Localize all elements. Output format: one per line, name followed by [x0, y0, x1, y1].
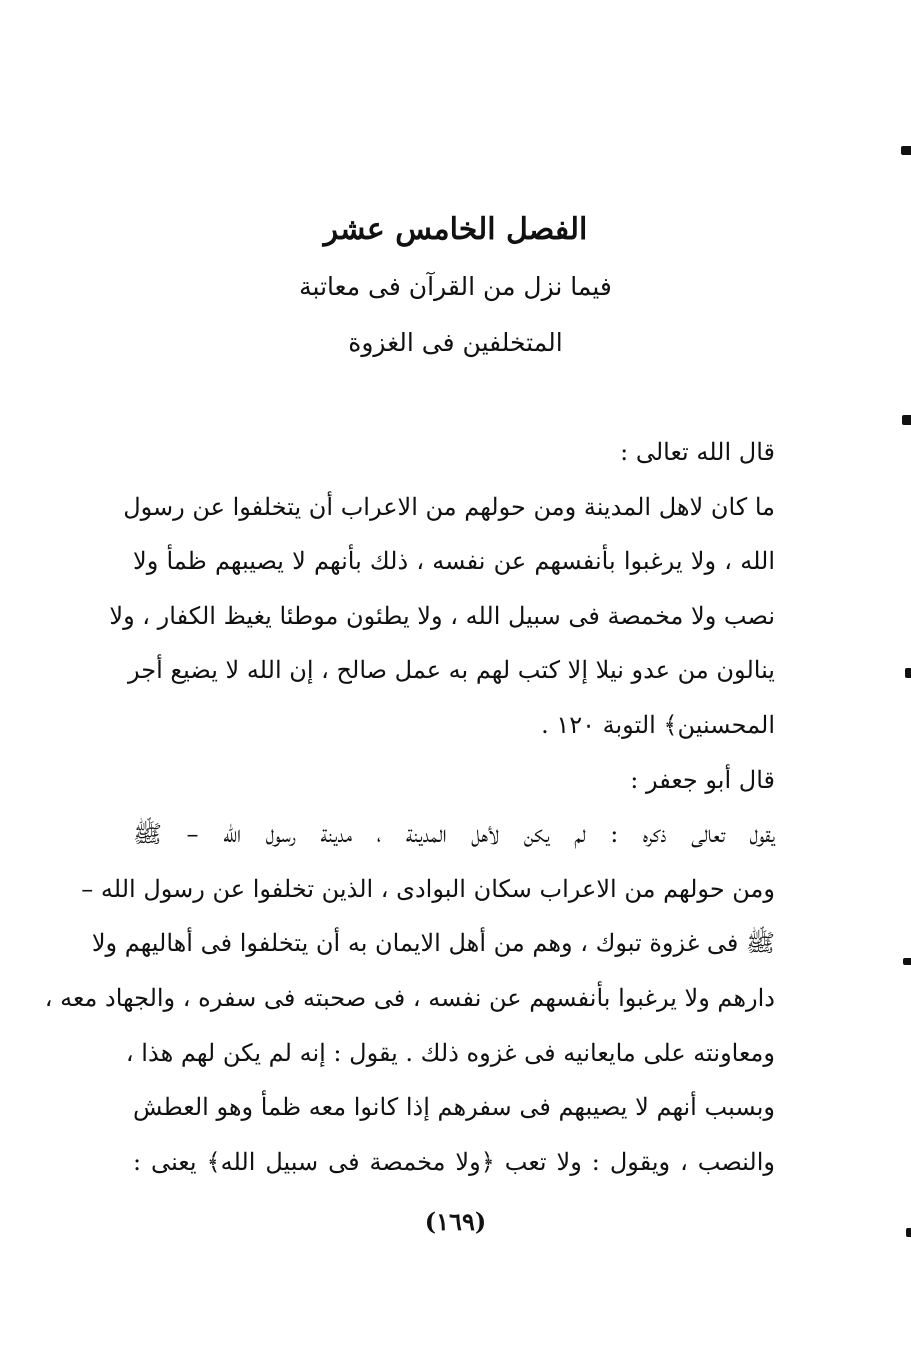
body-line-heading: قال الله تعالى :	[620, 438, 775, 466]
body-line: ﷺ فى غزوة تبوك ، وهم من أهل الايمان به أن يتخلفوا فى أهاليهم ولا	[91, 929, 775, 958]
body-text	[44, 425, 775, 1189]
body-line: الله ، ولا يرغبوا بأنفسهم عن نفسه ، ذلك بأنهم لا يصيبهم ظمأ ولا	[133, 547, 775, 576]
body-line: والنصب ، ويقول : ولا تعب ﴿ولا مخمصة فى سبيل الله﴾ يعنى :	[133, 1147, 775, 1176]
body-line: دارهم ولا يرغبوا بأنفسهم عن نفسه ، فى صحبته فى سفره ، والجهاد معه ،	[44, 983, 775, 1012]
scan-edge-mark	[906, 1228, 911, 1237]
chapter-subtitle-line-2: المتخلفين فى الغزوة	[348, 328, 563, 357]
body-line-heading: قال أبو جعفر :	[630, 765, 775, 794]
page-number: (١٦٩)	[424, 1207, 487, 1236]
scan-edge-mark	[902, 415, 911, 425]
body-line: ومن حولهم من الاعراب سكان البوادى ، الذين تخلفوا عن رسول الله –	[81, 874, 775, 903]
body-line: ومعاونته على مايعانيه فى غزوه ذلك . يقول : إنه لم يكن لهم هذا ،	[125, 1038, 775, 1067]
scan-edge-mark	[901, 146, 911, 155]
body-line: يقول تعالى ذكره : لم يكن لأهل المدينة ، مدينة رسول الله – ﷺ	[133, 820, 775, 849]
body-line: وبسبب أنهم لا يصيبهم فى سفرهم إذا كانوا معه ظمأ وهو العطش	[133, 1093, 775, 1122]
body-line: نصب ولا مخمصة فى سبيل الله ، ولا يطئون موطئا يغيظ الكفار ، ولا	[109, 601, 775, 630]
body-line: ما كان لاهل المدينة ومن حولهم من الاعراب أن يتخلفوا عن رسول	[123, 492, 775, 521]
scan-edge-mark	[905, 668, 911, 678]
chapter-title: الفصل الخامس عشر	[323, 212, 588, 247]
chapter-subtitle-line-1: فيما نزل من القرآن فى معاتبة	[299, 272, 612, 301]
body-line: المحسنين﴾ التوبة ١٢٠ .	[541, 710, 775, 739]
body-line: ينالون من عدو نيلا إلا كتب لهم به عمل صالح ، إن الله لا يضيع أجر	[127, 656, 775, 685]
scan-edge-mark	[903, 958, 911, 965]
